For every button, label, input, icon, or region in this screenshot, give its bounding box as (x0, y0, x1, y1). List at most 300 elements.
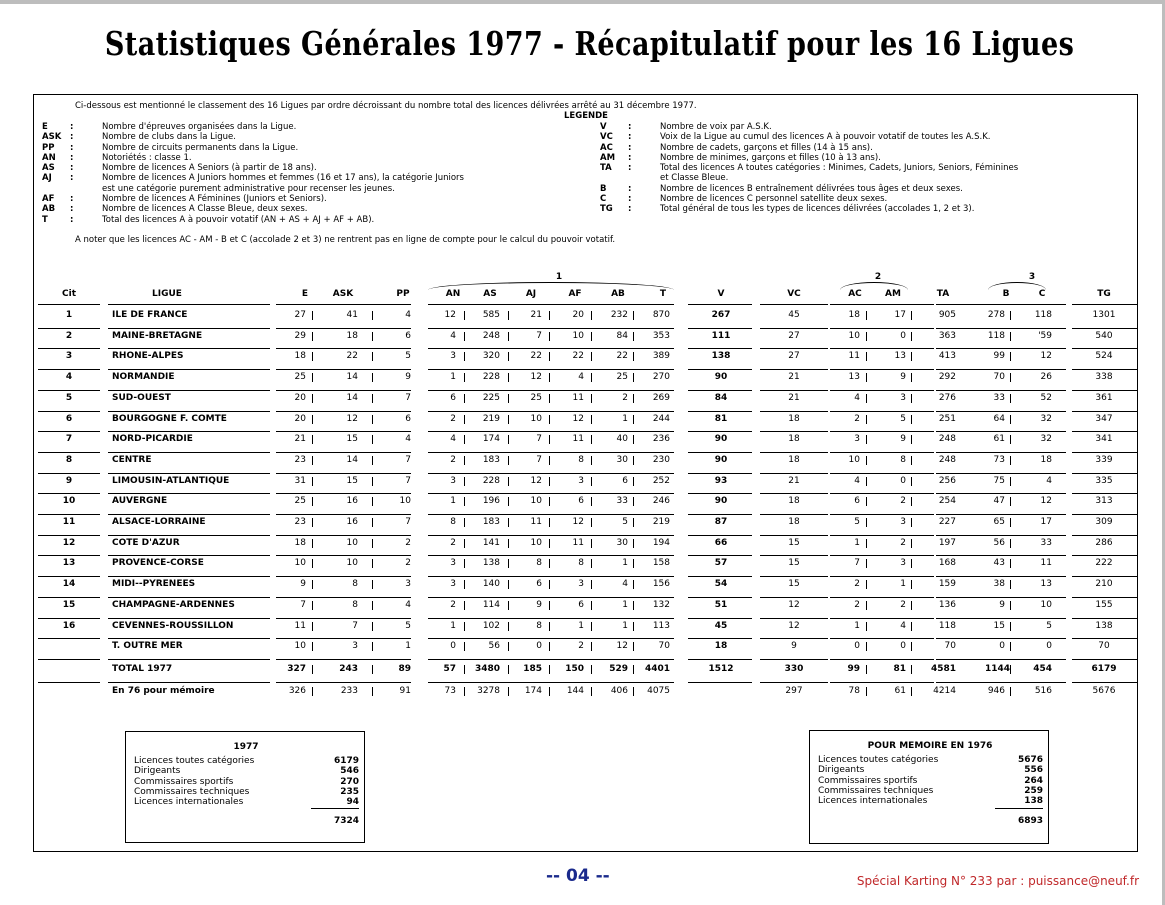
cell-separator (508, 497, 509, 506)
cell-am: 0 (900, 641, 906, 652)
row-underline (760, 659, 828, 660)
legend-row (42, 163, 464, 173)
cell-ligue: ILE DE FRANCE (112, 310, 188, 320)
header-ac: AC (848, 289, 862, 299)
legend-colon: : (70, 142, 74, 153)
cell-ligue: AUVERGNE (112, 496, 168, 507)
cell-ask: 8 (352, 579, 358, 590)
cell-separator (633, 580, 634, 589)
cell-separator (591, 415, 592, 424)
cell-pp: 3 (405, 579, 411, 590)
legend-code: TA (600, 163, 612, 174)
box-1976 (809, 730, 1049, 844)
cell-cit: 10 (62, 496, 76, 507)
legend-row (42, 194, 464, 204)
legend-code: C (600, 194, 607, 205)
cell-as: 141 (482, 537, 500, 548)
cell-ac: 10 (848, 330, 860, 341)
cell-vc: 21 (788, 392, 800, 403)
cell-b: 946 (987, 685, 1005, 696)
cell-separator (372, 435, 373, 444)
cell-separator (372, 373, 373, 382)
cell-separator (911, 539, 912, 548)
cell-as: 225 (482, 392, 500, 403)
cell-ac: 99 (847, 663, 860, 674)
cell-as: 183 (482, 454, 500, 465)
cell-ligue: MAINE-BRETAGNE (112, 330, 203, 341)
header-ligue: LIGUE (152, 289, 182, 299)
cell-separator (464, 642, 465, 651)
row-underline (936, 659, 1066, 660)
cell-ligue: COTE D'AZUR (112, 537, 180, 548)
cell-separator (372, 539, 373, 548)
cell-separator (1010, 601, 1011, 610)
legend-colon: : (70, 214, 74, 225)
cell-tg: 222 (1095, 558, 1113, 569)
cell-vc: 21 (788, 475, 800, 486)
cell-cit: 1 (65, 310, 73, 320)
cell-b: 43 (993, 558, 1005, 569)
cell-t: 389 (652, 351, 670, 362)
cell-as: 138 (482, 558, 500, 569)
cell-separator (1010, 456, 1011, 465)
legend-desc: Nombre d'épreuves organisées dans la Ligue. (102, 122, 297, 132)
legend-colon: : (70, 194, 74, 205)
cell-ta: 227 (938, 517, 956, 527)
cell-separator (549, 332, 550, 341)
cell-tg: 5676 (1092, 685, 1116, 696)
cell-separator (633, 518, 634, 527)
cell-af: 3 (578, 475, 584, 486)
legend-desc: Nombre de licences A Juniors hommes et femmes (16 et 17 ans), la catégorie Juniors (102, 173, 464, 184)
cell-af: 150 (565, 663, 584, 674)
cell-af: 1 (578, 620, 584, 631)
cell-separator (866, 601, 867, 610)
cell-e: 20 (294, 413, 306, 424)
cell-separator (464, 352, 465, 361)
cell-af: 3 (578, 579, 584, 590)
cell-separator (866, 687, 867, 696)
cell-t: 230 (652, 454, 670, 465)
cell-separator (633, 456, 634, 465)
cell-separator (312, 435, 313, 444)
cell-separator (591, 580, 592, 589)
cell-ac: 2 (854, 599, 860, 610)
cell-ask: 16 (346, 496, 358, 507)
header-v: V (717, 289, 725, 299)
cell-am: 1 (900, 579, 906, 590)
cell-ask: 233 (340, 685, 358, 696)
cell-ask: 243 (339, 663, 358, 674)
cell-separator (464, 311, 465, 320)
cell-separator (1010, 518, 1011, 527)
cell-separator (508, 352, 509, 361)
cell-t: 870 (652, 310, 670, 320)
legend-desc: Notoriétés : classe 1. (102, 152, 192, 163)
cell-separator (549, 373, 550, 382)
cell-c: 118 (1034, 310, 1052, 320)
cell-separator (464, 665, 465, 674)
cell-pp: 7 (405, 454, 411, 465)
cell-c: 454 (1033, 663, 1052, 674)
cell-ta: 197 (938, 537, 956, 548)
cell-am: 5 (900, 413, 906, 424)
cell-e: 29 (294, 330, 306, 341)
cell-separator (549, 435, 550, 444)
cell-pp: 7 (405, 517, 411, 527)
cell-separator (591, 665, 592, 674)
legend-colon: : (628, 163, 632, 174)
cell-separator (866, 642, 867, 651)
cell-an: 1 (450, 496, 456, 507)
cell-aj: 21 (530, 310, 542, 320)
cell-ab: 25 (616, 372, 628, 383)
cell-ac: 3 (854, 434, 860, 445)
cell-aj: 11 (530, 517, 542, 527)
cell-separator (1010, 665, 1011, 674)
total-underline (1072, 682, 1138, 683)
cell-ac: 0 (854, 641, 860, 652)
cell-an: 3 (450, 351, 456, 362)
cell-c: 17 (1040, 517, 1052, 527)
cell-af: 12 (572, 413, 584, 424)
cell-af: 22 (572, 351, 584, 362)
cell-ta: 248 (938, 454, 956, 465)
cell-vc: 330 (784, 663, 804, 674)
cell-v: 90 (714, 496, 728, 507)
group-number-g1: 1 (555, 272, 563, 282)
cell-separator (866, 435, 867, 444)
legend-desc: et Classe Bleue. (660, 173, 729, 184)
cell-separator (508, 622, 509, 631)
box-item-value: 6179 (333, 756, 359, 766)
cell-ask: 15 (346, 434, 358, 445)
legend-row (42, 122, 464, 132)
cell-separator (508, 642, 509, 651)
cell-ask: 18 (346, 330, 358, 341)
cell-separator (866, 622, 867, 631)
header-ask: ASK (332, 289, 354, 299)
cell-ligue: MIDI--PYRENEES (112, 579, 196, 590)
row-underline (830, 659, 934, 660)
cell-cit: 15 (62, 599, 76, 610)
cell-c: 12 (1040, 351, 1052, 362)
cell-separator (911, 311, 912, 320)
cell-t: 70 (658, 641, 670, 652)
header-underline (830, 304, 934, 305)
legend-row (600, 173, 1018, 183)
row-underline (428, 659, 674, 660)
row-underline (688, 659, 752, 660)
cell-separator (549, 665, 550, 674)
cell-an: 2 (450, 454, 456, 465)
cell-vc: 9 (791, 641, 797, 652)
cell-ask: 14 (346, 392, 358, 403)
cell-tg: 1301 (1092, 310, 1116, 320)
cell-an: 3 (450, 558, 456, 569)
legend-row (600, 163, 1018, 173)
cell-an: 1 (450, 620, 456, 631)
cell-c: 10 (1040, 599, 1052, 610)
box-1977-title: 1977 (233, 742, 259, 752)
cell-c: 13 (1040, 579, 1052, 590)
cell-ac: 2 (854, 413, 860, 424)
cell-separator (633, 665, 634, 674)
cell-separator (549, 622, 550, 631)
total-underline (760, 682, 828, 683)
box-item-value: 259 (1024, 785, 1043, 796)
cell-separator (591, 539, 592, 548)
page-number: -- 04 -- (546, 866, 610, 886)
cell-separator (911, 580, 912, 589)
cell-ab: 1 (622, 413, 628, 424)
box-item-label: Licences toutes catégories (818, 755, 939, 765)
cell-an: 12 (444, 310, 456, 320)
cell-t: 353 (652, 330, 670, 341)
box-item-label: Commissaires techniques (818, 785, 934, 796)
legend-colon: : (628, 204, 632, 215)
header-underline (760, 304, 828, 305)
cell-ab: 40 (616, 434, 628, 445)
cell-v: 51 (714, 599, 728, 610)
cell-separator (911, 477, 912, 486)
cell-ac: 4 (854, 392, 860, 403)
cell-v: 90 (714, 372, 728, 383)
cell-b: 65 (993, 517, 1005, 527)
legend-row (42, 215, 464, 225)
cell-separator (464, 332, 465, 341)
legend-code (600, 173, 628, 183)
cell-separator (508, 665, 509, 674)
cell-an: 2 (450, 599, 456, 610)
cell-separator (508, 539, 509, 548)
cell-tg: 138 (1095, 620, 1113, 631)
cell-separator (1010, 415, 1011, 424)
cell-b: 56 (993, 537, 1005, 548)
cell-ligue: CHAMPAGNE-ARDENNES (112, 599, 235, 610)
cell-separator (591, 332, 592, 341)
cell-v: 84 (714, 392, 728, 403)
cell-separator (633, 642, 634, 651)
header-b: B (1002, 289, 1010, 299)
cell-t: 252 (652, 475, 670, 486)
cell-af: 11 (572, 434, 584, 445)
cell-b: 47 (993, 496, 1005, 507)
note-text: A noter que les licences AC - AM - B et C (accolade 2 et 3) ne rentrent pas en ligne de compte pour le calcul du pouvoir votatif. (75, 235, 616, 245)
cell-separator (911, 456, 912, 465)
cell-b: 99 (993, 351, 1005, 362)
cell-separator (591, 477, 592, 486)
cell-separator (312, 518, 313, 527)
cell-ligue: RHONE-ALPES (112, 351, 184, 362)
total-underline (688, 682, 752, 683)
group-number-g3: 3 (1028, 272, 1036, 282)
cell-vc: 18 (788, 413, 800, 424)
cell-separator (911, 665, 912, 674)
cell-vc: 27 (788, 330, 800, 341)
cell-as: 140 (482, 579, 500, 590)
cell-separator (633, 415, 634, 424)
cell-separator (633, 332, 634, 341)
cell-separator (549, 559, 550, 568)
cell-pp: 6 (405, 413, 411, 424)
legend-desc: Total des licences A à pouvoir votatif (AN + AS + AJ + AF + AB). (102, 214, 375, 225)
cell-separator (1010, 687, 1011, 696)
cell-cit: 3 (65, 351, 73, 362)
cell-v: 1512 (708, 663, 734, 674)
cell-separator (591, 456, 592, 465)
cell-separator (312, 559, 313, 568)
cell-separator (911, 559, 912, 568)
cell-v: 87 (714, 517, 728, 527)
cell-separator (372, 497, 373, 506)
cell-e: 20 (294, 392, 306, 403)
cell-ac: 4 (854, 475, 860, 486)
cell-separator (1010, 539, 1011, 548)
cell-ligue: En 76 pour mémoire (112, 685, 215, 696)
cell-am: 61 (894, 685, 906, 696)
cell-an: 57 (443, 663, 456, 674)
cell-c: 0 (1046, 641, 1052, 652)
legend-row (42, 173, 464, 183)
cell-an: 4 (450, 330, 456, 341)
cell-separator (312, 622, 313, 631)
cell-ta: 251 (938, 413, 956, 424)
cell-am: 13 (894, 351, 906, 362)
cell-c: 4 (1046, 475, 1052, 486)
row-underline (108, 659, 270, 660)
legend-code: AB (42, 204, 56, 215)
cell-ta: 254 (938, 496, 956, 507)
cell-separator (591, 373, 592, 382)
header-underline (936, 304, 1066, 305)
box-item-label: Dirigeants (818, 765, 865, 776)
cell-separator (464, 559, 465, 568)
cell-separator (508, 394, 509, 403)
cell-ac: 5 (854, 517, 860, 527)
cell-v: 138 (711, 351, 731, 362)
cell-separator (464, 601, 465, 610)
cell-separator (372, 352, 373, 361)
box-item-label: Commissaires sportifs (818, 775, 918, 786)
legend-colon: : (628, 194, 632, 205)
legend-code: T (42, 214, 48, 225)
cell-as: 228 (482, 475, 500, 486)
cell-am: 4 (900, 620, 906, 631)
cell-separator (508, 559, 509, 568)
cell-tg: 347 (1095, 413, 1113, 424)
cell-separator (508, 601, 509, 610)
cell-separator (866, 373, 867, 382)
header-underline (276, 304, 411, 305)
legend-colon: : (628, 183, 632, 194)
cell-cit: 11 (62, 517, 76, 527)
legend-desc: Nombre de cadets, garçons et filles (14 à 15 ans). (660, 142, 873, 153)
cell-ta: 4214 (933, 685, 956, 696)
cell-separator (372, 642, 373, 651)
cell-ta: 363 (938, 330, 956, 341)
cell-ask: 12 (346, 413, 358, 424)
cell-separator (633, 373, 634, 382)
legend-colon: : (70, 152, 74, 163)
cell-separator (508, 687, 509, 696)
cell-e: 7 (300, 599, 306, 610)
cell-tg: 338 (1095, 372, 1113, 383)
cell-separator (866, 311, 867, 320)
cell-separator (372, 687, 373, 696)
cell-separator (591, 435, 592, 444)
cell-an: 8 (450, 517, 456, 527)
cell-cit: 2 (65, 330, 73, 341)
cell-c: 516 (1034, 685, 1052, 696)
cell-ac: 11 (848, 351, 860, 362)
cell-an: 2 (450, 413, 456, 424)
cell-vc: 297 (785, 685, 803, 696)
cell-ab: 22 (616, 351, 628, 362)
cell-t: 156 (652, 579, 670, 590)
cell-ask: 14 (346, 454, 358, 465)
cell-ac: 10 (848, 454, 860, 465)
cell-c: 12 (1040, 496, 1052, 507)
cell-am: 2 (900, 599, 906, 610)
legend-left (42, 122, 464, 225)
cell-am: 8 (900, 454, 906, 465)
legend-code (42, 184, 70, 194)
cell-ask: 41 (346, 310, 358, 320)
legend-code: ASK (42, 132, 62, 143)
total-underline (830, 682, 934, 683)
cell-af: 4 (578, 372, 584, 383)
legend-colon: : (70, 204, 74, 215)
legend-right (600, 122, 1018, 215)
cell-separator (372, 518, 373, 527)
legend-row (600, 184, 1018, 194)
cell-separator (372, 477, 373, 486)
cell-c: 11 (1040, 558, 1052, 569)
cell-pp: 91 (399, 685, 411, 696)
cell-am: 0 (900, 330, 906, 341)
header-underline (38, 304, 100, 305)
cell-tg: 339 (1095, 454, 1113, 465)
cell-v: 93 (714, 475, 728, 486)
total-underline (428, 682, 674, 683)
cell-ac: 1 (854, 537, 860, 548)
cell-v: 267 (711, 310, 731, 320)
cell-separator (312, 687, 313, 696)
cell-t: 270 (652, 372, 670, 383)
cell-as: 114 (482, 599, 500, 610)
cell-separator (866, 477, 867, 486)
cell-tg: 210 (1095, 579, 1113, 590)
cell-separator (911, 373, 912, 382)
legend-row (42, 132, 464, 142)
cell-separator (312, 311, 313, 320)
cell-pp: 4 (405, 434, 411, 445)
cell-vc: 18 (788, 496, 800, 507)
header-t: T (659, 289, 667, 299)
header-underline (1072, 304, 1138, 305)
cell-af: 10 (572, 330, 584, 341)
intro-text: Ci-dessous est mentionné le classement des 16 Ligues par ordre décroissant du nombre total des licences délivrées arrêté au 31 décembre 1977. (75, 101, 697, 111)
cell-separator (866, 539, 867, 548)
cell-v: 66 (714, 537, 728, 548)
cell-separator (372, 415, 373, 424)
cell-separator (591, 394, 592, 403)
cell-separator (911, 518, 912, 527)
cell-separator (549, 394, 550, 403)
cell-ligue: NORD-PICARDIE (112, 434, 193, 445)
cell-separator (633, 601, 634, 610)
